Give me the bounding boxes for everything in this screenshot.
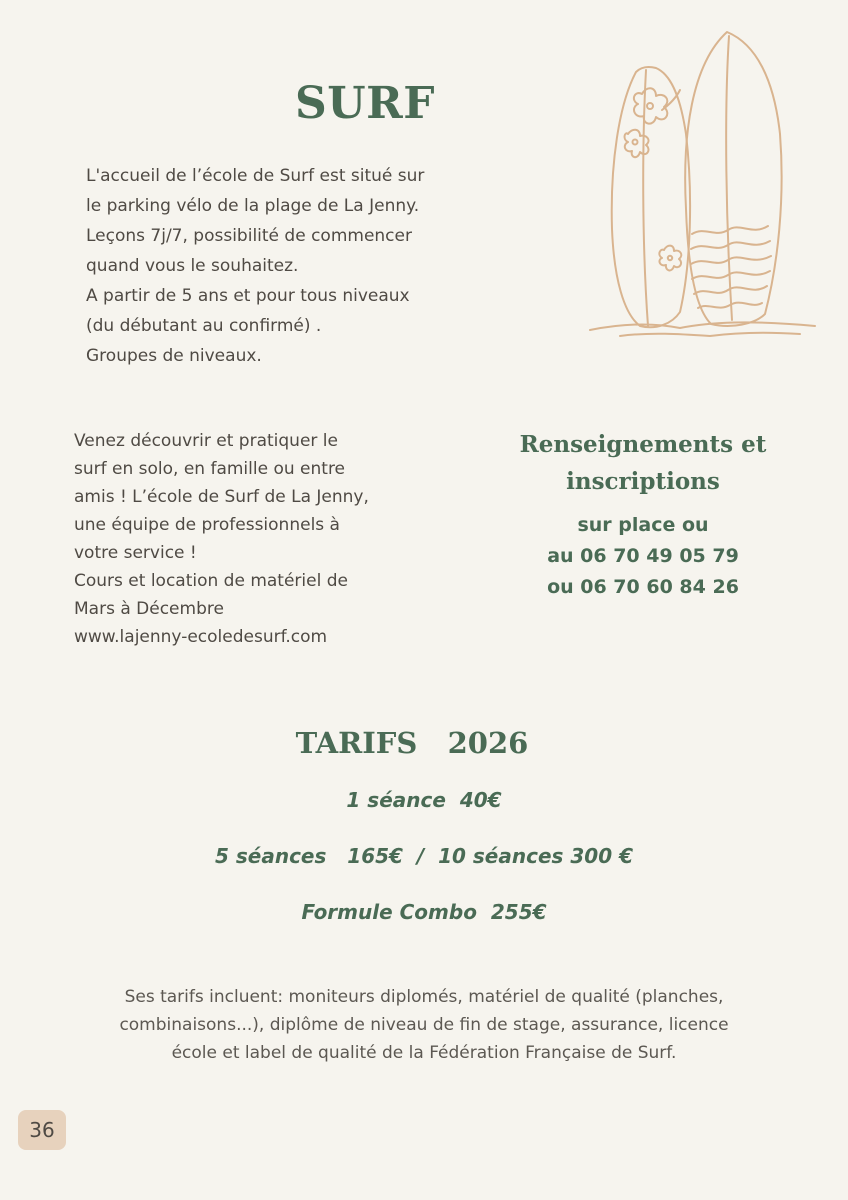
price-packages: 5 séances 165€ / 10 séances 300 €: [214, 844, 634, 868]
surfboards-icon: [580, 24, 820, 344]
description-line: Mars à Décembre: [74, 599, 224, 619]
intro-line: le parking vélo de la plage de La Jenny.: [86, 196, 420, 216]
price-single: 1 séance 40€: [346, 788, 502, 812]
intro-line: (du débutant au confirmé) .: [86, 316, 322, 336]
intro-paragraph: [86, 161, 496, 371]
contact-details: [508, 510, 778, 603]
page-number: 36: [18, 1110, 66, 1150]
contact-line: sur place ou: [577, 514, 709, 536]
description-line: amis ! L’école de Surf de La Jenny,: [74, 487, 369, 507]
intro-line: A partir de 5 ans et pour tous niveaux: [86, 286, 410, 306]
description-line: surf en solo, en famille ou entre: [74, 459, 346, 479]
page-title: SURF: [295, 78, 435, 129]
tarifs-note: Ses tarifs incluent: moniteurs diplomés, matériel de qualité (planches, combinaisons...), diplôme de niveau de fin de stage, assurance, licence école et label de qualité de la Fédération Française de Surf.: [119, 987, 729, 1063]
contact-heading: [508, 426, 778, 500]
intro-line: Groupes de niveaux.: [86, 346, 262, 366]
description-line: une équipe de professionnels à: [74, 515, 340, 535]
intro-line: L'accueil de l’école de Surf est situé sur: [86, 166, 425, 186]
contact-info: [508, 426, 778, 603]
price-combo: Formule Combo 255€: [301, 900, 547, 924]
phone-number[interactable]: ou 06 70 60 84 26: [547, 576, 739, 598]
contact-heading-line: inscriptions: [566, 468, 720, 495]
phone-number[interactable]: au 06 70 49 05 79: [547, 545, 739, 567]
intro-line: Leçons 7j/7, possibilité de commencer: [86, 226, 412, 246]
intro-line: quand vous le souhaitez.: [86, 256, 299, 276]
tarifs-heading: TARIFS 2026: [295, 726, 529, 760]
website-link[interactable]: www.lajenny-ecoledesurf.com: [74, 627, 328, 647]
description-line: Cours et location de matériel de: [74, 571, 348, 591]
description-line: votre service !: [74, 543, 197, 563]
description-paragraph: [74, 427, 414, 651]
description-line: Venez découvrir et pratiquer le: [74, 431, 338, 451]
contact-heading-line: Renseignements et: [519, 431, 767, 458]
